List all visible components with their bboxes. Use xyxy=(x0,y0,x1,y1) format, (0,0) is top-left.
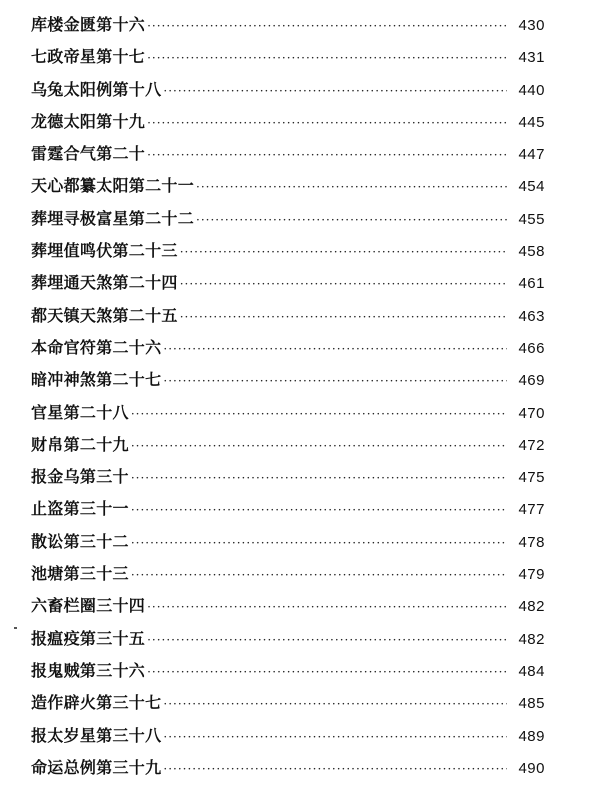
dot-leader xyxy=(147,10,507,42)
entry-page-number: 489 xyxy=(518,727,545,745)
entry-title: 库楼金匮第十六 xyxy=(31,15,146,34)
toc-entry xyxy=(31,558,545,590)
entry-title: 命运总例第三十九 xyxy=(31,757,162,777)
entry-page-number: 461 xyxy=(518,275,545,293)
toc-entry xyxy=(31,687,545,719)
dot-leader xyxy=(180,268,507,300)
entry-page-number: 479 xyxy=(518,566,545,584)
dot-leader xyxy=(131,494,507,526)
dot-leader xyxy=(163,721,507,753)
scan-speck xyxy=(14,627,17,629)
dot-leader xyxy=(147,107,507,139)
toc-entry xyxy=(31,752,545,784)
dot-leader xyxy=(180,301,507,333)
entry-page-number: 478 xyxy=(518,533,545,551)
toc-entry xyxy=(31,332,545,364)
toc-entry xyxy=(31,170,545,202)
entry-title: 都天镇天煞第二十五 xyxy=(31,305,178,325)
dot-leader xyxy=(196,204,507,236)
toc-entry xyxy=(31,203,545,235)
entry-title: 报鬼贼第三十六 xyxy=(31,660,146,680)
toc-entry xyxy=(31,106,545,138)
entry-title: 本命官符第二十六 xyxy=(31,337,162,357)
dot-leader xyxy=(180,236,507,268)
entry-page-number: 484 xyxy=(518,662,545,680)
entry-title: 暗冲神煞第二十七 xyxy=(31,370,162,390)
toc-entry xyxy=(31,138,545,170)
entry-page-number: 485 xyxy=(518,695,545,713)
entry-title: 造作辟火第三十七 xyxy=(31,693,162,713)
entry-page-number: 440 xyxy=(518,81,545,99)
entry-title: 报金乌第三十 xyxy=(31,467,129,487)
entry-page-number: 454 xyxy=(518,178,545,196)
entry-page-number: 458 xyxy=(518,243,545,261)
dot-leader xyxy=(163,333,507,365)
entry-page-number: 447 xyxy=(518,146,545,164)
entry-page-number: 475 xyxy=(518,469,545,487)
dot-leader xyxy=(147,624,507,656)
entry-title: 葬埋寻极富星第二十二 xyxy=(31,208,195,228)
entry-page-number: 470 xyxy=(518,404,545,422)
dot-leader xyxy=(131,398,507,430)
toc-entry xyxy=(31,364,545,396)
toc-entry xyxy=(31,41,545,73)
dot-leader xyxy=(196,171,507,203)
dot-leader xyxy=(131,527,507,559)
toc-entry xyxy=(31,267,545,299)
entry-title: 散讼第三十二 xyxy=(31,531,129,551)
entry-page-number: 466 xyxy=(518,339,545,357)
entry-title: 池塘第三十三 xyxy=(31,564,129,584)
dot-leader xyxy=(131,430,507,462)
entry-title: 乌兔太阳例第十八 xyxy=(31,79,162,99)
entry-title: 天心都纂太阳第二十一 xyxy=(31,176,195,196)
toc-entry xyxy=(31,300,545,332)
entry-page-number: 431 xyxy=(518,49,545,67)
entry-title: 葬埋值鸣伏第二十三 xyxy=(31,241,178,261)
entry-title: 雷霆合气第二十 xyxy=(31,144,146,164)
toc-entry xyxy=(31,74,545,106)
toc-entry xyxy=(31,720,545,752)
dot-leader xyxy=(163,753,507,785)
entry-page-number: 472 xyxy=(518,436,545,454)
toc-entry xyxy=(31,526,545,558)
toc-entry xyxy=(31,9,545,41)
entry-title: 六畜栏圈三十四 xyxy=(31,596,146,616)
entry-title: 龙德太阳第十九 xyxy=(31,111,146,131)
entry-page-number: 490 xyxy=(518,759,545,777)
toc-entry xyxy=(31,461,545,493)
entry-title: 止盗第三十一 xyxy=(31,499,129,519)
dot-leader xyxy=(147,591,507,623)
toc-entry xyxy=(31,397,545,429)
dot-leader xyxy=(163,75,507,107)
entry-page-number: 455 xyxy=(518,210,545,228)
toc-entry xyxy=(31,655,545,687)
entry-title: 报瘟疫第三十五 xyxy=(31,628,146,648)
toc-entry xyxy=(31,235,545,267)
dot-leader xyxy=(147,139,507,171)
toc-entry xyxy=(31,429,545,461)
entry-title: 报太岁星第三十八 xyxy=(31,725,162,745)
entry-page-number: 463 xyxy=(518,307,545,325)
entry-title: 财帛第二十九 xyxy=(31,434,129,454)
entry-title: 官星第二十八 xyxy=(31,402,129,422)
entry-page-number: 482 xyxy=(518,598,545,616)
entry-title: 葬埋通天煞第二十四 xyxy=(31,273,178,293)
dot-leader xyxy=(163,688,507,720)
dot-leader xyxy=(147,42,507,74)
table-of-contents xyxy=(31,9,545,784)
entry-title: 七政帝星第十七 xyxy=(31,47,146,67)
dot-leader xyxy=(163,365,507,397)
dot-leader xyxy=(131,559,507,591)
entry-page-number: 445 xyxy=(518,113,545,131)
dot-leader xyxy=(131,462,507,494)
entry-page-number: 477 xyxy=(518,501,545,519)
entry-page-number: 482 xyxy=(518,630,545,648)
toc-entry xyxy=(31,590,545,622)
toc-entry xyxy=(31,623,545,655)
entry-page-number: 469 xyxy=(518,372,545,390)
toc-entry xyxy=(31,493,545,525)
entry-page-number: 430 xyxy=(518,17,545,34)
dot-leader xyxy=(147,656,507,688)
